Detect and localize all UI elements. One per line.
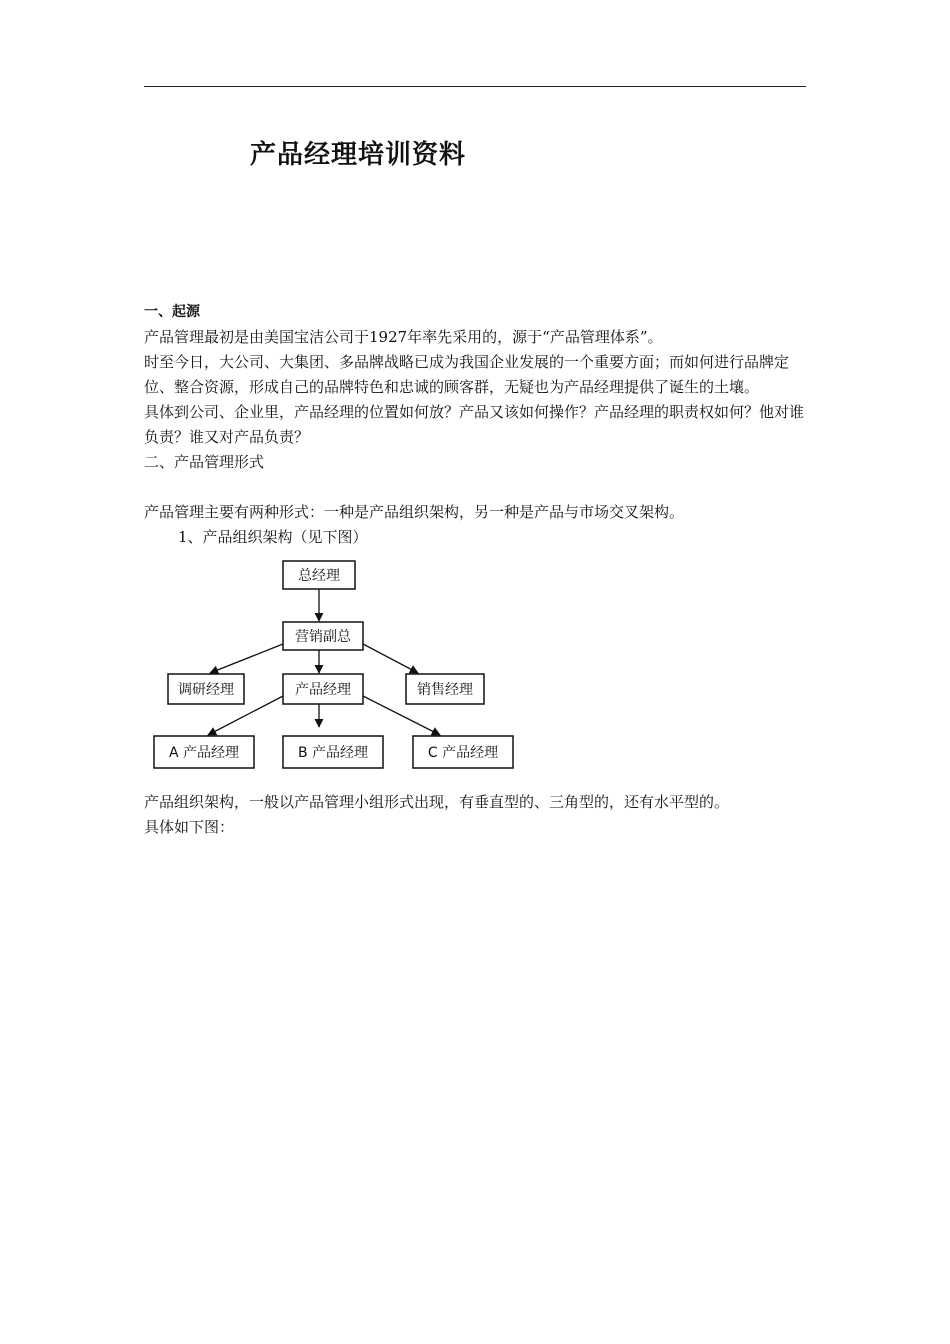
- paragraph: 产品管理最初是由美国宝洁公司于1927年率先采用的，源于“产品管理体系”。: [144, 328, 663, 346]
- header-rule: [144, 86, 806, 87]
- svg-text:调研经理: 调研经理: [178, 682, 234, 698]
- org-chart-diagram: [148, 556, 518, 776]
- blank-line: [144, 475, 808, 500]
- org-node-general-manager: [283, 561, 355, 589]
- document-body: [144, 300, 808, 840]
- org-node-pm-a: [154, 736, 254, 768]
- paragraph: 产品组织架构，一般以产品管理小组形式出现，有垂直型的、三角型的，还有水平型的。: [144, 793, 730, 811]
- svg-text:销售经理: 销售经理: [417, 682, 473, 698]
- org-node-sales-manager: [406, 674, 484, 704]
- page-title: 产品经理培训资料: [250, 140, 467, 170]
- paragraph: 具体如下图：: [144, 818, 235, 836]
- svg-text:营销副总: 营销副总: [295, 629, 351, 645]
- svg-text:B 产品经理: B 产品经理: [297, 745, 369, 761]
- paragraph: 产品管理主要有两种形式：一种是产品组织架构，另一种是产品与市场交叉架构。: [144, 503, 685, 521]
- section-heading-forms: 二、产品管理形式: [144, 453, 265, 471]
- svg-text:A 产品经理: A 产品经理: [168, 745, 240, 761]
- org-node-pm-b: [283, 736, 383, 768]
- svg-text:C 产品经理: C 产品经理: [427, 745, 499, 761]
- subheading-org-structure: 1、产品组织架构（见下图）: [178, 528, 368, 546]
- org-edge: [210, 644, 283, 673]
- org-node-pm-c: [413, 736, 513, 768]
- org-node-marketing-vp: [283, 622, 363, 650]
- org-node-product-manager: [283, 674, 363, 704]
- org-node-research-manager: [168, 674, 244, 704]
- paragraph: 具体到公司、企业里，产品经理的位置如何放？产品又该如何操作？产品经理的职责权如何？他对谁负责？谁又对产品负责？: [144, 403, 805, 446]
- section-heading-origin: 一、起源: [144, 304, 200, 320]
- svg-text:产品经理: 产品经理: [295, 682, 351, 698]
- paragraph: 时至今日，大公司、大集团、多品牌战略已成为我国企业发展的一个重要方面；而如何进行品牌定位、整合资源，形成自己的品牌特色和忠诚的顾客群，无疑也为产品经理提供了诞生的土壤。: [144, 353, 790, 396]
- svg-text:总经理: 总经理: [298, 568, 340, 584]
- org-edge: [363, 644, 418, 673]
